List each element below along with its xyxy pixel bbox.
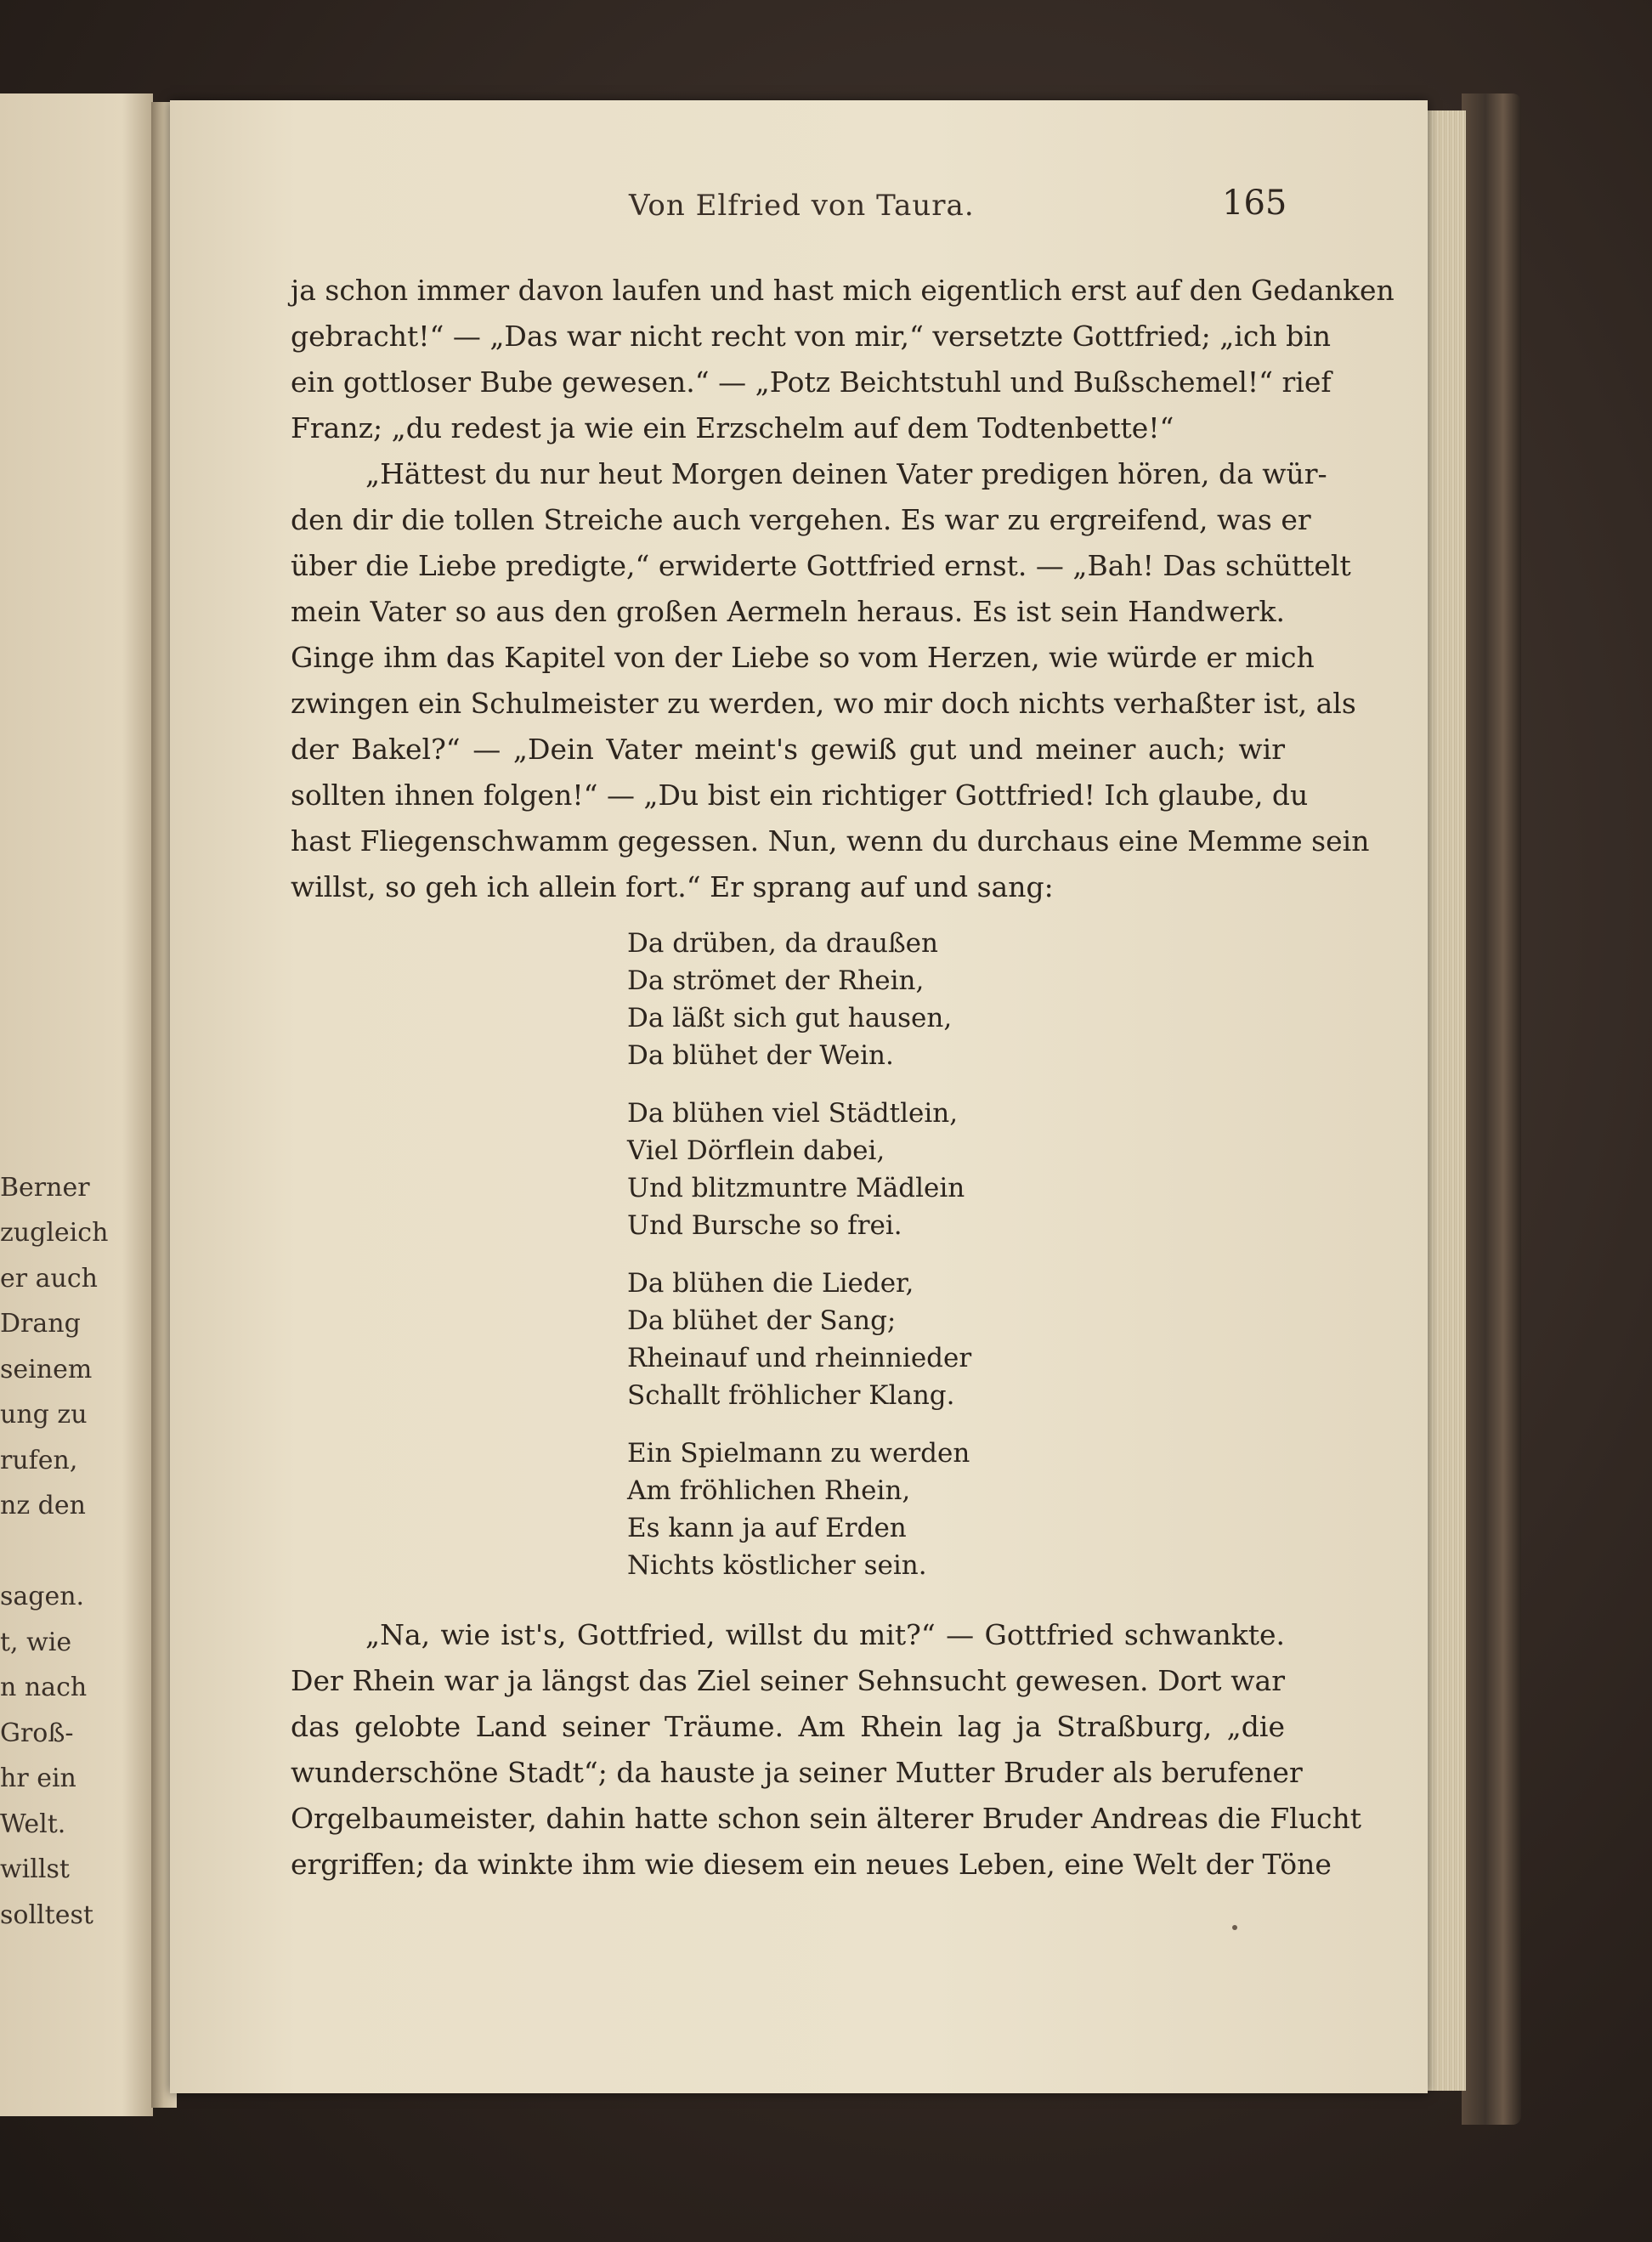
left-fragment: Drang [0,1309,81,1339]
prose-line: gebracht!“ — „Das war nicht recht von mir,“ versetzte Gottfried; „ich bin [291,320,1332,353]
verse-line: Und Bursche so frei. [627,1210,902,1241]
left-fragment: Berner [0,1173,90,1203]
verse-line: Am fröhlichen Rhein, [627,1475,911,1506]
verse-line: Rheinauf und rheinnieder [627,1343,972,1373]
prose-line: ja schon immer davon laufen und hast mich eigentlich erst auf den Gedanken [291,274,1395,307]
left-fragment: sagen. [0,1582,85,1611]
verse-line: Da blühen die Lieder, [627,1268,914,1299]
prose-line: „Hättest du nur heut Morgen deinen Vater predigen hören, da wür- [365,457,1327,490]
prose-line: ein gottloser Bube gewesen.“ — „Potz Beichtstuhl und Bußschemel!“ rief [291,365,1332,399]
left-fragment: rufen, [0,1446,78,1475]
left-fragment: Groß- [0,1718,74,1748]
prose-line: der Bakel?“ — „Dein Vater meint's gewiß gut und meiner auch; wir [291,733,1285,766]
left-fragment: n nach [0,1673,88,1702]
prose-line: über die Liebe predigte,“ erwiderte Gottfried ernst. — „Bah! Das schüttelt [291,549,1351,582]
left-fragment: willst [0,1854,70,1884]
book-cover-edge [1462,93,1521,2125]
prose-line: hast Fliegenschwamm gegessen. Nun, wenn du durchaus eine Memme sein [291,824,1370,858]
left-fragment: Welt. [0,1809,66,1839]
verse-line: Da drüben, da draußen [627,928,938,959]
left-fragment: ung zu [0,1400,88,1430]
left-fragment: t, wie [0,1628,72,1657]
verse-line: Da blühen viel Städtlein, [627,1098,959,1129]
left-fragment: seinem [0,1355,93,1384]
left-fragment: solltest [0,1900,93,1930]
prose-line: Ginge ihm das Kapitel von der Liebe so vom Herzen, wie würde er mich [291,641,1315,674]
page-number: 165 [1222,184,1287,223]
left-fragment: hr ein [0,1764,76,1793]
prose-line: das gelobte Land seiner Träume. Am Rhein lag ja Straßburg, „die [291,1710,1285,1743]
verse-line: Da strömet der Rhein, [627,965,925,996]
prose-line: zwingen ein Schulmeister zu werden, wo mir doch nichts verhaßter ist, als [291,687,1356,720]
running-head: Von Elfried von Taura. [629,189,975,223]
verse-line: Schallt fröhlicher Klang. [627,1380,955,1411]
prose-line: „Na, wie ist's, Gottfried, willst du mit?“ — Gottfried schwankte. [365,1618,1285,1651]
prose-line: willst, so geh ich allein fort.“ Er sprang auf und sang: [291,870,1054,903]
prose-line: wunderschöne Stadt“; da hauste ja seiner Mutter Bruder als berufener [291,1756,1303,1789]
prose-line: Der Rhein war ja längst das Ziel seiner Sehnsucht gewesen. Dort war [291,1664,1285,1697]
verse-line: Ein Spielmann zu werden [627,1438,970,1469]
verse-line: Nichts köstlicher sein. [627,1550,927,1581]
prose-line: Franz; „du redest ja wie ein Erzschelm auf dem Todtenbette!“ [291,411,1174,444]
right-page [170,100,1428,2093]
verse-line: Da läßt sich gut hausen, [627,1003,953,1033]
prose-line: ergriffen; da winkte ihm wie diesem ein neues Leben, eine Welt der Töne [291,1848,1332,1881]
ink-speck [1232,1925,1237,1930]
verse-line: Da blühet der Sang; [627,1305,897,1336]
prose-line: Orgelbaumeister, dahin hatte schon sein älterer Bruder Andreas die Flucht [291,1802,1361,1835]
prose-line: sollten ihnen folgen!“ — „Du bist ein richtiger Gottfried! Ich glaube, du [291,778,1309,812]
verse-line: Und blitzmuntre Mädlein [627,1173,965,1203]
verse-line: Viel Dörflein dabei, [627,1135,885,1166]
prose-line: den dir die tollen Streiche auch vergehen. Es war zu ergreifend, was er [291,503,1311,536]
verse-line: Es kann ja auf Erden [627,1513,907,1543]
left-page [0,93,153,2116]
left-fragment: nz den [0,1491,86,1520]
verse-line: Da blühet der Wein. [627,1040,894,1071]
left-fragment: er auch [0,1264,98,1294]
prose-line: mein Vater so aus den großen Aermeln heraus. Es ist sein Handwerk. [291,595,1285,628]
left-fragment: zugleich [0,1218,109,1248]
